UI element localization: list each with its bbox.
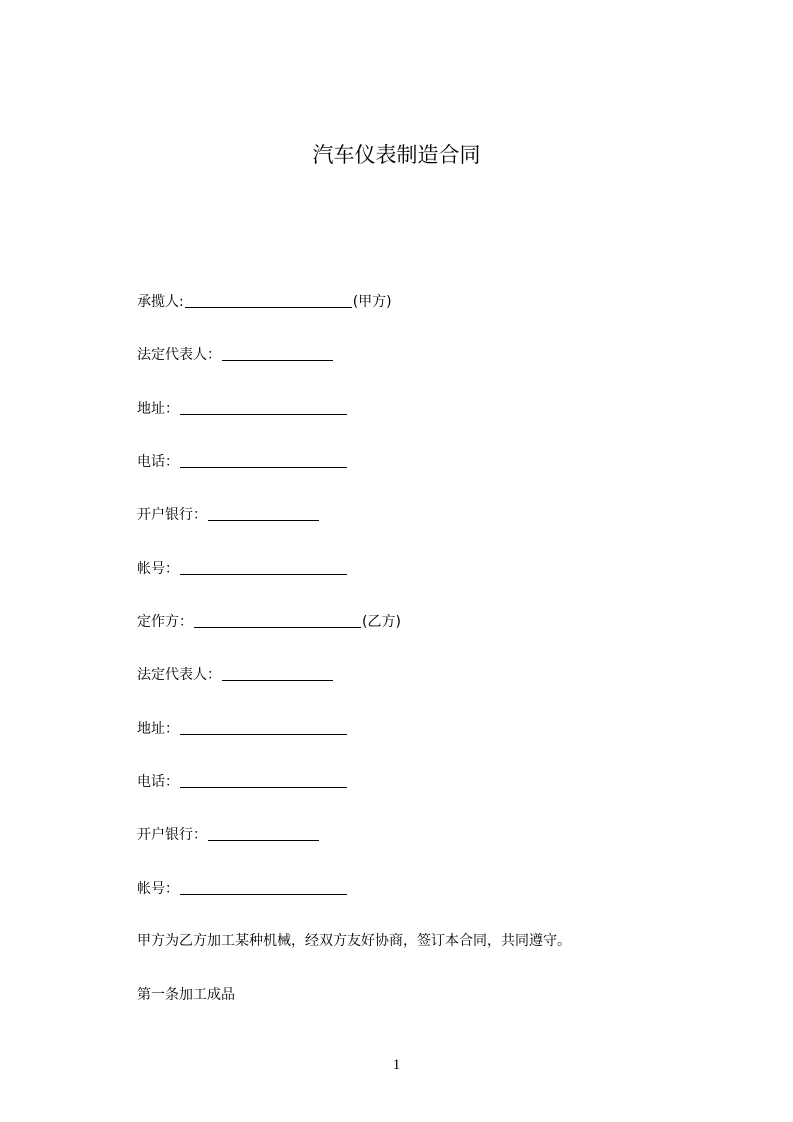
party-b-address-blank (180, 720, 347, 735)
party-a-name-blank (185, 293, 352, 308)
party-b-phone-blank (180, 773, 347, 788)
party-b-phone-line (137, 771, 348, 792)
party-b-representative-label: 法定代表人： (137, 667, 221, 683)
party-a-representative-label: 法定代表人： (137, 347, 221, 363)
document-title: 汽车仪表制造合同 (312, 143, 481, 167)
party-b-line (137, 611, 401, 632)
party-a-phone-label: 电话： (137, 454, 179, 470)
party-b-representative-blank (222, 666, 333, 681)
party-a-bank-label: 开户银行： (137, 507, 207, 523)
party-b-name-blank (194, 613, 361, 628)
party-b-representative-line (137, 664, 334, 685)
article-1-heading: 第一条加工成品 (137, 987, 235, 1003)
party-a-account-blank (180, 560, 347, 575)
party-a-bank-line (137, 504, 320, 525)
party-b-bank-line (137, 824, 320, 845)
party-a-address-label: 地址： (137, 401, 179, 417)
party-b-phone-label: 电话： (137, 774, 179, 790)
party-a-representative-line (137, 344, 334, 365)
intro-paragraph: 甲方为乙方加工某种机械，经双方友好协商，签订本合同，共同遵守。 (137, 933, 571, 949)
party-b-bank-blank (208, 826, 319, 841)
party-a-account-line (137, 558, 348, 579)
party-a-account-label: 帐号： (137, 561, 179, 577)
party-b-address-label: 地址： (137, 721, 179, 737)
party-a-address-blank (180, 400, 347, 415)
party-a-address-line (137, 398, 348, 419)
party-b-account-blank (180, 880, 347, 895)
page-number: 1 (392, 1057, 401, 1073)
party-b-address-line (137, 718, 348, 739)
party-a-phone-line (137, 451, 348, 472)
party-b-account-line (137, 878, 348, 899)
party-b-suffix: (乙方) (362, 614, 401, 630)
party-a-bank-blank (208, 506, 319, 521)
party-a-phone-blank (180, 453, 347, 468)
party-a-representative-blank (222, 346, 333, 361)
party-a-suffix: (甲方) (352, 294, 392, 310)
party-b-bank-label: 开户银行： (137, 827, 207, 843)
party-a-label: 承揽人: (137, 294, 184, 310)
party-b-account-label: 帐号： (137, 881, 179, 897)
party-a-line (137, 291, 392, 312)
party-b-label: 定作方： (137, 614, 193, 630)
